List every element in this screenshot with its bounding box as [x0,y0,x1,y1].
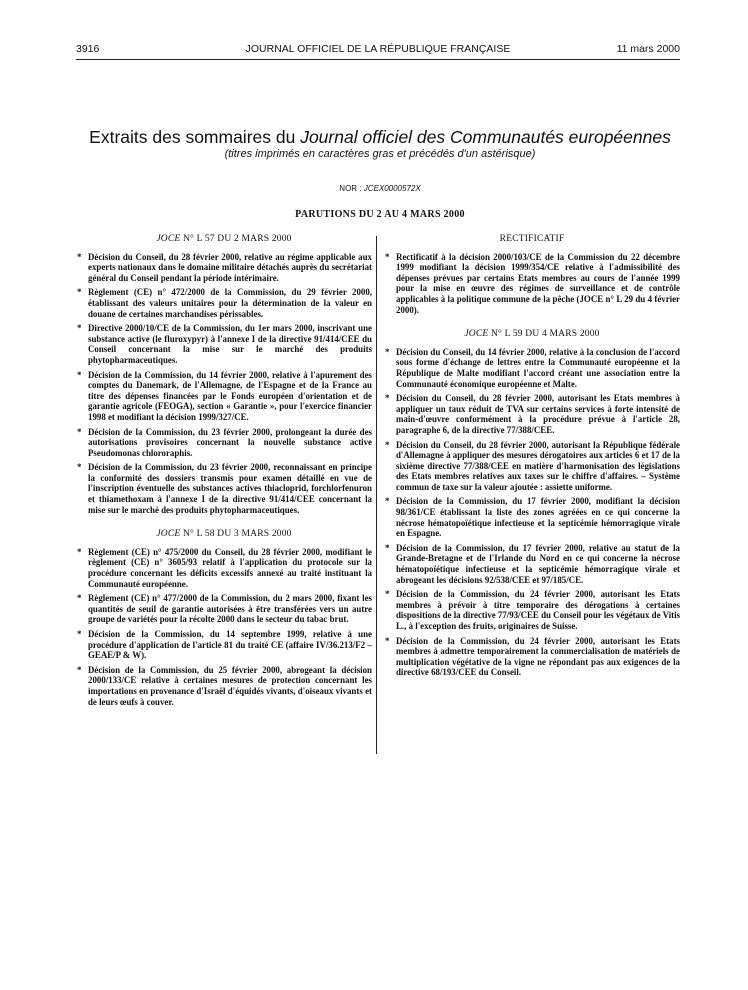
list-item [384,347,680,389]
list-item [76,665,372,707]
item-text: Décision de la Commission, du 24 février 2000, autorisant les Etats membres à prévoir à titre temporaire des dérogations à certaines dispositions de la directive 77/93/CEE du Conseil pour les végétaux de Vitis L., à l'exception des fruits, originaires de Suisse. [396,589,680,631]
asterisk-bullet: * [77,287,82,298]
list-item [384,589,680,631]
page-title [60,127,700,148]
section-title: N° L 58 DU 3 MARS 2000 [180,529,292,540]
item-text: Décision de la Commission, du 25 février 2000, abrogeant la décision 2000/133/CE relative à certaines mesures de protection concernant les importations en provenance d'Israël d'équidés vivants, d'oiseaux vivants et de leurs œufs à couver. [88,664,372,707]
page-number: 3916 [76,43,100,55]
list-item [76,629,372,661]
joce-label: JOCE [156,529,181,540]
item-text: Règlement (CE) n° 472/2000 de la Commission, du 29 février 2000, établissant des valeurs unitaires pour la détermination de la valeur en douane de certaines marchandises périssables. [88,287,372,319]
item-text: Décision de la Commission, du 24 février 2000, autorisant les Etats membres à admettre temporairement la commercialisation de matériels de multiplication végétative de la vigne ne répondant pas aux exigences de la directive 68/193/CEE du Conseil. [396,635,680,678]
section-heading [76,529,372,540]
left-column [76,234,372,711]
header-rule [76,59,680,60]
running-header [76,43,680,59]
joce-label: JOCE [156,234,181,244]
list-item [384,393,680,435]
asterisk-bullet: * [77,629,82,639]
asterisk-bullet: * [385,346,390,357]
list-item [76,547,372,589]
section-heading [384,329,680,340]
asterisk-bullet: * [77,546,82,557]
item-text: Décision de la Commission, du 14 septembre 1999, relative à une procédure d'application de l'article 81 du traité CE (affaire IV/36.213/F2 – GEAE/P & W). [88,629,372,661]
list-item [76,370,372,423]
asterisk-bullet: * [385,589,390,600]
asterisk-bullet: * [385,393,390,404]
asterisk-bullet: * [77,251,82,262]
asterisk-bullet: * [385,542,390,553]
list-item [384,496,680,538]
asterisk-bullet: * [385,439,390,450]
item-text: Décision de la Commission, du 23 février 2000, prolongeant la durée des autorisations provisoires concernant la nouvelle substance active Pseudomonas chlororaphis. [88,426,372,458]
journal-title: JOURNAL OFFICIEL DE LA RÉPUBLIQUE FRANÇAISE [245,43,511,55]
item-text: Décision de la Commission, du 17 février 2000, relative au statut de la Grande-Bretagne et de l'Irlande du Nord en ce qui concerne la nécrose hématopoïétique infectieuse et la septicémie hémorragique virale et abrogeant les décisions 92/538/CEE et 97/185/CE. [396,542,680,585]
right-column [384,234,680,682]
item-text: Rectificatif à la décision 2000/103/CE de la Commission du 22 décembre 1999 modifiant la décision 1999/354/CE relative à l'admissibilité des dépenses prévues par certains Etats membres au cours de l'année 1999 pour la mise en œuvre des régimes de surveillance et de contrôle applicables à la politique commune de la pêche (JOCE n° L 29 du 4 février 2000). [396,251,680,315]
asterisk-bullet: * [77,664,82,675]
list-item [384,252,680,316]
nor-label: NOR : [339,184,364,193]
item-text: Décision du Conseil, du 14 février 2000, relative à la conclusion de l'accord sous forme d'échange de lettres entre la Communauté européenne et la République de Malte modifiant l'accord créant une association entre la Communauté économique européenne et Malte. [396,346,680,389]
asterisk-bullet: * [77,593,82,604]
page-title-prefix: Extraits des sommaires du [89,127,301,147]
asterisk-bullet: * [385,251,390,262]
asterisk-bullet: * [77,369,82,380]
item-text: Décision du Conseil, du 28 février 2000, autorisant la République fédérale d'Allemagne à appliquer des mesures dérogatoires aux articles 6 et 17 de la sixième directive 77/388/CEE en matière d'harmonisation des législations des Etats membres relatives aux taxes sur le chiffre d'affaires. – Système commun de taxe sur la valeur ajoutée : assiette uniforme. [396,439,680,492]
list-item [76,252,372,284]
asterisk-bullet: * [385,496,390,507]
item-text: Décision de la Commission, du 14 février 2000, relative à l'apurement des comptes du Danemark, de l'Allemagne, de l'Espagne et de la France au titre des dépenses financées par le Fonds européen d'orientation et de garantie agricole (FEOGA), section « Garantie », pour l'exercice financier 1998 et modifiant la décision 1999/327/CE. [88,369,372,422]
list-item [76,462,372,515]
item-text: Directive 2000/10/CE de la Commission, du 1er mars 2000, inscrivant une substance active (le fluroxypyr) à l'annexe I de la directive 91/414/CEE du Conseil concernant la mise sur le marché des produits phytopharmaceutiques. [88,323,372,365]
asterisk-bullet: * [77,323,82,334]
nor-reference [60,184,700,193]
asterisk-bullet: * [385,635,390,646]
section-heading [76,234,372,245]
list-item [76,323,372,365]
item-text: Règlement (CE) n° 477/2000 de la Commission, du 2 mars 2000, fixant les quantités de seuil de garantie autorisées à être transférées vers un autre groupe de variétés pour la récolte 2000 dans le secteur du tabac brut. [88,593,372,625]
section-title: N° L 57 DU 2 MARS 2000 [180,234,292,244]
list-item [384,543,680,585]
section-title: N° L 59 DU 4 MARS 2000 [488,329,600,340]
nor-value: JCEX0000572X [363,184,421,193]
item-text: Règlement (CE) n° 475/2000 du Conseil, du 28 février 2000, modifiant le règlement (CE) n° 3605/93 relatif à l'application du protocole sur la procédure concernant les déficits excessifs annexé au traité instituant la Communauté européenne. [88,546,372,589]
item-text: Décision de la Commission, du 17 février 2000, modifiant la décision 98/361/CE établissant la liste des zones agréées en ce qui concerne la nécrose hématopoïétique infectieuse et la septicémie hémorragique virale en Espagne. [396,496,680,539]
rectificatif-heading: RECTIFICATIF [499,234,565,244]
item-text: Décision de la Commission, du 23 février 2000, reconnaissant en principe la conformité des dossiers transmis pour examen détaillé en vue de l'inscription éventuelle des substances actives thiacloprid, forchlorfenuron et thiamethoxam à l'annexe I de la directive 91/414/CEE concernant la mise sur le marché des produits phytopharmaceutiques. [88,462,372,515]
page-title-italic: Journal officiel des Communautés européennes [300,127,671,147]
list-item [76,593,372,625]
asterisk-bullet: * [77,462,82,473]
page-subtitle: (titres imprimés en caractères gras et précédés d'un astérisque) [224,148,536,160]
list-item [76,287,372,319]
joce-label: JOCE [464,329,489,340]
item-text: Décision du Conseil, du 28 février 2000, relative au régime applicable aux experts nationaux dans le domaine militaire détachés auprès du secrétariat général du Conseil pendant la période intérimaire. [88,251,372,283]
item-text: Décision du Conseil, du 28 février 2000, autorisant les Etats membres à appliquer un taux réduit de TVA sur certains services à forte intensité de main-d'œuvre conformément à la procédure prévue à l'article 28, paragraphe 6, de la directive 77/388/CEE. [396,393,680,435]
list-item [384,636,680,678]
column-divider [376,236,377,754]
issue-date: 11 mars 2000 [616,43,680,55]
list-item [384,440,680,493]
parutions-heading: PARUTIONS DU 2 AU 4 MARS 2000 [295,209,465,220]
asterisk-bullet: * [77,426,82,437]
list-item [76,427,372,459]
